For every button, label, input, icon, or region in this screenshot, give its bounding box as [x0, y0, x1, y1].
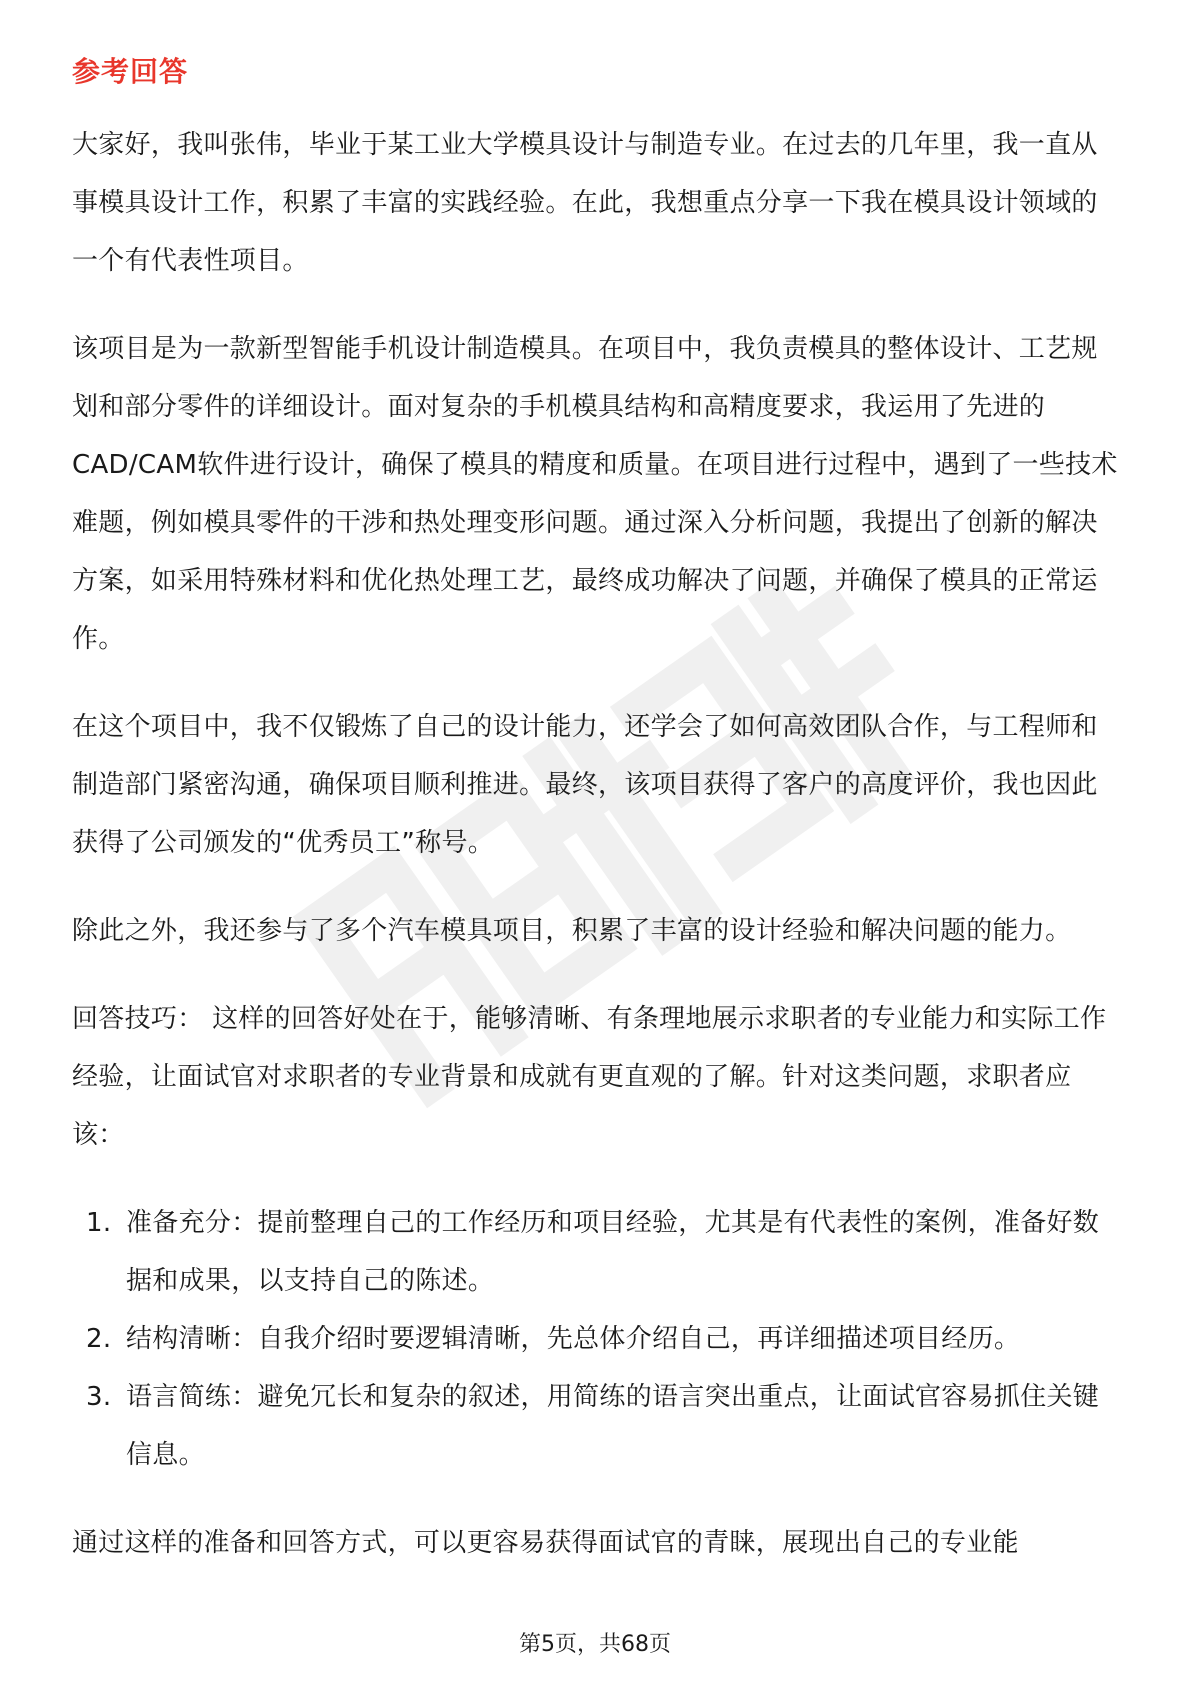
list-number: 2. [86, 1324, 112, 1354]
list-item [72, 1368, 1122, 1484]
list-number: 3. [86, 1382, 112, 1412]
list-text: 结构清晰：自我介绍时要逻辑清晰，先总体介绍自己，再详细描述项目经历。 [126, 1324, 1021, 1354]
paragraph-intro: 大家好，我叫张伟，毕业于某工业大学模具设计与制造专业。在过去的几年里，我一直从事模具设计工作，积累了丰富的实践经验。在此，我想重点分享一下我在模具设计领域的一个有代表性项目。 [72, 130, 1098, 276]
paragraph-project: 该项目是为一款新型智能手机设计制造模具。在项目中，我负责模具的整体设计、工艺规划和部分零件的详细设计。面对复杂的手机模具结构和高精度要求，我运用了先进的CAD/CAM软件进行设计，确保了模具的精度和质量。在项目进行过程中，遇到了一些技术难题，例如模具零件的干涉和热处理变形问题。通过深入分析问题，我提出了创新的解决方案，如采用特殊材料和优化热处理工艺，最终成功解决了问题，并确保了模具的正常运作。 [72, 334, 1118, 654]
list-text: 语言简练：避免冗长和复杂的叙述，用简练的语言突出重点，让面试官容易抓住关键信息。 [126, 1382, 1100, 1470]
paragraph-closing: 通过这样的准备和回答方式，可以更容易获得面试官的青睐，展现出自己的专业能 [72, 1528, 1019, 1558]
body-content [72, 116, 1122, 1602]
tips-list [72, 1194, 1122, 1484]
list-item [72, 1194, 1122, 1310]
section-heading: 参考回答 [72, 55, 189, 88]
paragraph-teamwork: 在这个项目中，我不仅锻炼了自己的设计能力，还学会了如何高效团队合作，与工程师和制造部门紧密沟通，确保项目顺利推进。最终，该项目获得了客户的高度评价，我也因此获得了公司颁发的“优秀员工”称号。 [72, 712, 1098, 858]
list-number: 1. [86, 1208, 112, 1238]
page-number: 第5页，共68页 [519, 1632, 671, 1657]
list-item [72, 1310, 1122, 1368]
list-text: 准备充分：提前整理自己的工作经历和项目经验，尤其是有代表性的案例，准备好数据和成果，以支持自己的陈述。 [126, 1208, 1100, 1296]
paragraph-other-projects: 除此之外，我还参与了多个汽车模具项目，积累了丰富的设计经验和解决问题的能力。 [72, 916, 1072, 946]
paragraph-tips-intro: 回答技巧： 这样的回答好处在于，能够清晰、有条理地展示求职者的专业能力和实际工作经验，让面试官对求职者的专业背景和成就有更直观的了解。针对这类问题，求职者应该： [72, 1004, 1107, 1150]
